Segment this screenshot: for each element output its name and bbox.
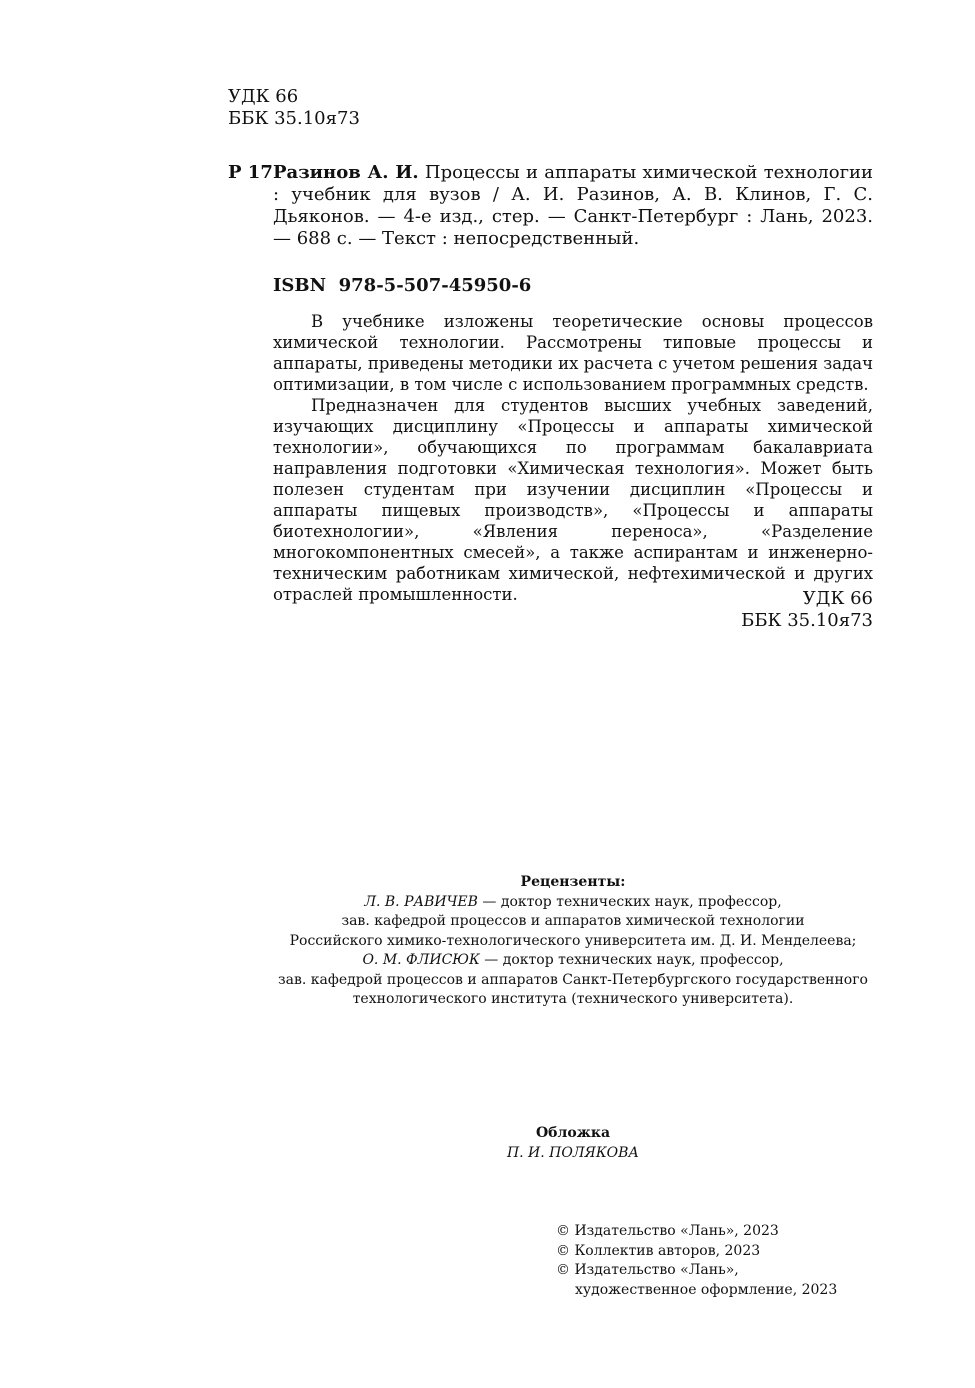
copyright-design-2: художественное оформление, 2023 [575, 1281, 838, 1298]
abstract-paragraph-2: Предназначен для студентов высших учебных заведений, изучающих дисциплину «Процессы и аппараты химической технологии», обучающихся по программам бакалавриата направления подготовки «Химическая технология». Может быть полезен студентам при изучении дисциплин «Процессы и аппараты пищевых производств», «Процессы и аппараты биотехнологии», «Явления переноса», «Разделение многокомпонентных смесей», а также аспирантам и инженерно-техническим работникам химической, нефтехимической и других отраслей промышленности. [273, 396, 873, 604]
reviewer-2-line-2: зав. кафедрой процессов и аппаратов Санкт-Петербургского государственного [278, 971, 868, 988]
isbn: ISBN 978-5-507-45950-6 [273, 275, 532, 296]
bibliographic-description [273, 162, 873, 250]
reviewer-1-line-3: Российского химико-технологического университета им. Д. И. Менделеева; [289, 932, 857, 949]
abstract-paragraph-1: В учебнике изложены теоретические основы процессов химической технологии. Рассмотрены типовые процессы и аппараты, приведены методики их расчета с учетом решения задач оптимизации, в том числе с использованием программных средств. [273, 312, 874, 394]
cover-heading: Обложка [535, 1125, 611, 1141]
copyright-block [556, 1222, 837, 1300]
copyright-authors: © Коллектив авторов, 2023 [556, 1242, 761, 1259]
bbk-code: ББК 35.10я73 [228, 108, 360, 129]
udk-code: УДК 66 [802, 588, 873, 609]
copyright-design-1: © Издательство «Лань», [556, 1262, 739, 1278]
copyright-publisher: © Издательство «Лань», 2023 [556, 1223, 779, 1239]
author-code: Р 17 [228, 162, 273, 183]
top-index [228, 86, 360, 130]
udk-code: УДК 66 [228, 86, 299, 107]
reviewer-1-name: Л. В. РАВИЧЕВ [364, 893, 478, 910]
bottom-index [600, 588, 873, 632]
cover-designer: П. И. ПОЛЯКОВА [506, 1144, 640, 1161]
cover-block [273, 1124, 873, 1163]
reviewer-2-line-3: технологического института (технического университета). [352, 991, 794, 1007]
reviewer-2-line-1: О. М. ФЛИСЮК — доктор технических наук, профессор, [362, 952, 784, 968]
author-name: Разинов А. И. [273, 162, 419, 183]
reviewer-2-name: О. М. ФЛИСЮК [362, 952, 480, 968]
reviewers-heading: Рецензенты: [520, 874, 626, 890]
bbk-code: ББК 35.10я73 [741, 610, 873, 631]
reviewers-block [273, 873, 873, 1010]
reviewer-1-line-2: зав. кафедрой процессов и аппаратов химической технологии [341, 913, 805, 929]
book-description: Процессы и аппараты химической технологии : учебник для вузов / А. И. Разинов, А. В. Клинов, Г. С. Дьяконов. — 4-е изд., стер. — Санкт-Петербург : Лань, 2023. — 688 с. — Текст : непосредственный. [273, 162, 873, 249]
abstract [273, 311, 873, 605]
reviewer-1-line-1: Л. В. РАВИЧЕВ — доктор технических наук, профессор, [364, 893, 782, 910]
